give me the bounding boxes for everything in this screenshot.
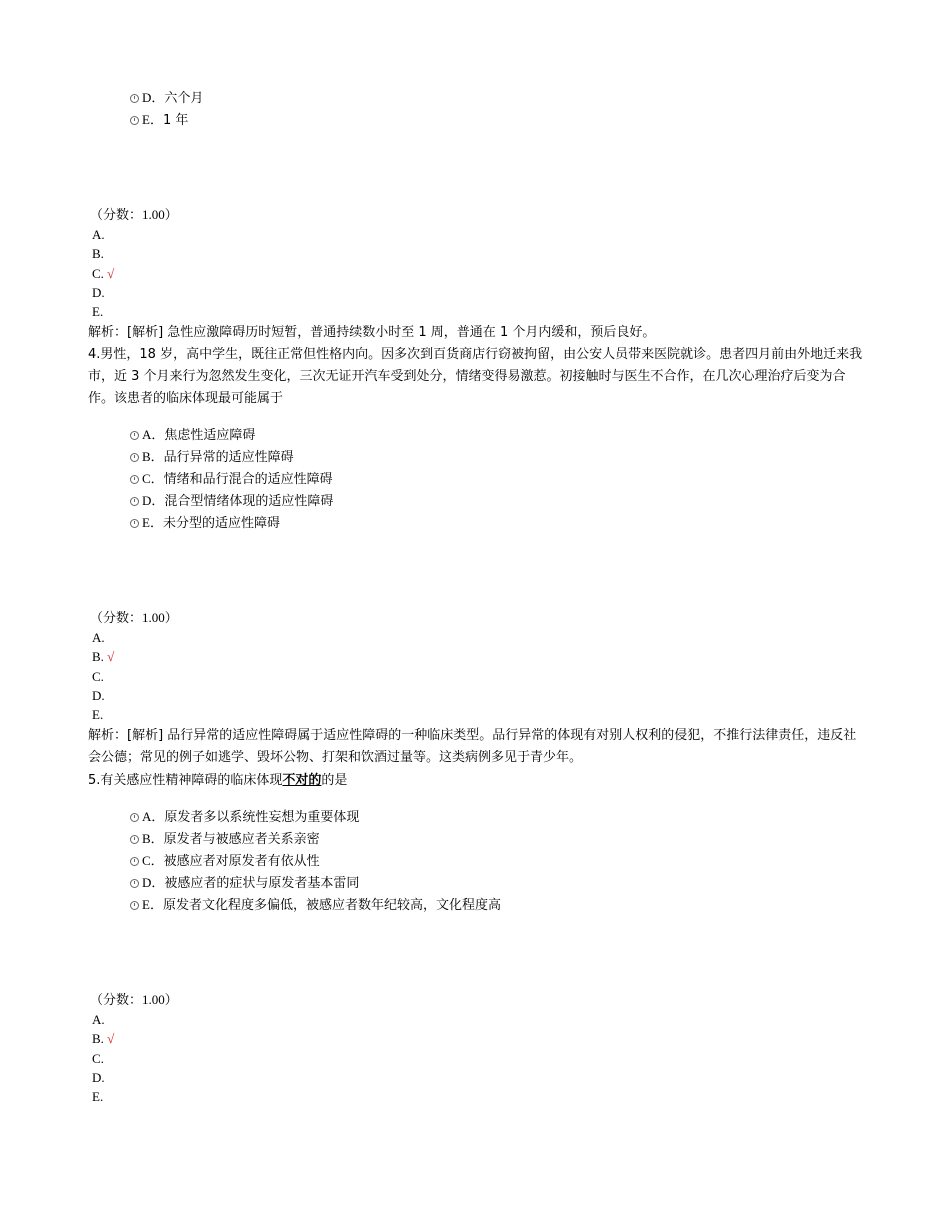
answer-row-c: C.	[92, 668, 104, 684]
answer-row-a: A.	[92, 630, 105, 645]
radio-icon[interactable]	[130, 813, 139, 822]
q4-option-b[interactable]: B．品行异常的适应性障碍	[130, 446, 830, 468]
radio-icon[interactable]	[130, 835, 139, 844]
check-mark: √	[107, 265, 115, 281]
answer-row-e: E.	[92, 304, 104, 320]
q4-option-e[interactable]: E．未分型的适应性障碍	[130, 512, 830, 534]
score-label: （分数：1.00）	[90, 207, 178, 222]
q5-option-a[interactable]: A．原发者多以系统性妄想为重要体现	[130, 806, 830, 828]
radio-icon[interactable]	[130, 519, 139, 528]
q5-option-c[interactable]: C．被感应者对原发者有依从性	[130, 850, 830, 872]
radio-icon[interactable]	[130, 475, 139, 484]
q4-stem: 4.男性，18 岁，高中学生，既往正常但性格内向。因多次到百货商店行窃被拘留，由公安人员带来医院就诊。患者四月前由外地迁来我市，近 3 个月来行为忽然发生变化，三次无证开汽车受到处分，情绪变得易激惹。初接触时与医生不合作，在几次心理治疗后变为合作。该患者的临床体现最可能属于	[88, 347, 863, 406]
score-label: （分数：1.00）	[90, 992, 178, 1007]
answer-row-d: D.	[92, 687, 105, 703]
answer-row-b: B. √	[92, 1031, 115, 1047]
radio-icon[interactable]	[130, 431, 139, 440]
q3-analysis: 解析：[解析] 急性应激障碍历时短暂，普通持续数小时至 1 周，普通在 1 个月内缓和，预后良好。	[88, 325, 656, 340]
answer-row-a: A.	[92, 227, 105, 242]
radio-icon[interactable]	[130, 879, 139, 888]
q4-answer-block	[90, 607, 850, 724]
answer-row-a: A.	[92, 1012, 105, 1027]
answer-row-d: D.	[92, 284, 105, 300]
q4-option-c[interactable]: C．情绪和品行混合的适应性障碍	[130, 468, 830, 490]
q3-answer-block	[90, 204, 850, 321]
score-label: （分数：1.00）	[90, 610, 178, 625]
q5-option-d[interactable]: D．被感应者的症状与原发者基本雷同	[130, 872, 830, 894]
radio-icon[interactable]	[130, 901, 139, 910]
q4-analysis: 解析：[解析] 品行异常的适应性障碍属于适应性障碍的一种临床类型。品行异常的体现有对别人权利的侵犯，不推行法律责任，违反社会公德；常见的例子如逃学、毁坏公物、打架和饮酒过量等。这类病例多见于青少年。	[88, 728, 857, 765]
answer-row-b: B. √	[92, 649, 115, 665]
q3-options	[130, 87, 830, 131]
check-mark: √	[107, 649, 115, 665]
emphasis-text: 不对的	[282, 773, 322, 788]
radio-icon[interactable]	[130, 453, 139, 462]
radio-icon[interactable]	[130, 116, 139, 125]
answer-row-e: E.	[92, 1089, 104, 1105]
check-mark: √	[107, 1031, 115, 1047]
radio-icon[interactable]	[130, 857, 139, 866]
answer-row-d: D.	[92, 1069, 105, 1085]
q5-answer-block	[90, 989, 850, 1106]
q3-option-e[interactable]: E．1 年	[130, 109, 830, 131]
q3-option-d[interactable]: D．六个月	[130, 87, 830, 109]
q4-option-a[interactable]: A．焦虑性适应障碍	[130, 424, 830, 446]
answer-row-e: E.	[92, 707, 104, 723]
radio-icon[interactable]	[130, 94, 139, 103]
answer-row-c: C.	[92, 1050, 104, 1066]
answer-row-c: C. √	[92, 265, 115, 281]
q5-option-e[interactable]: E．原发者文化程度多偏低，被感应者数年纪较高，文化程度高	[130, 894, 830, 916]
q5-options	[130, 806, 830, 916]
q5-option-b[interactable]: B．原发者与被感应者关系亲密	[130, 828, 830, 850]
radio-icon[interactable]	[130, 497, 139, 506]
answer-row-b: B.	[92, 246, 104, 262]
q4-options	[130, 424, 830, 534]
q5-stem: 5.有关感应性精神障碍的临床体现不对的的是	[88, 773, 348, 788]
q4-option-d[interactable]: D．混合型情绪体现的适应性障碍	[130, 490, 830, 512]
